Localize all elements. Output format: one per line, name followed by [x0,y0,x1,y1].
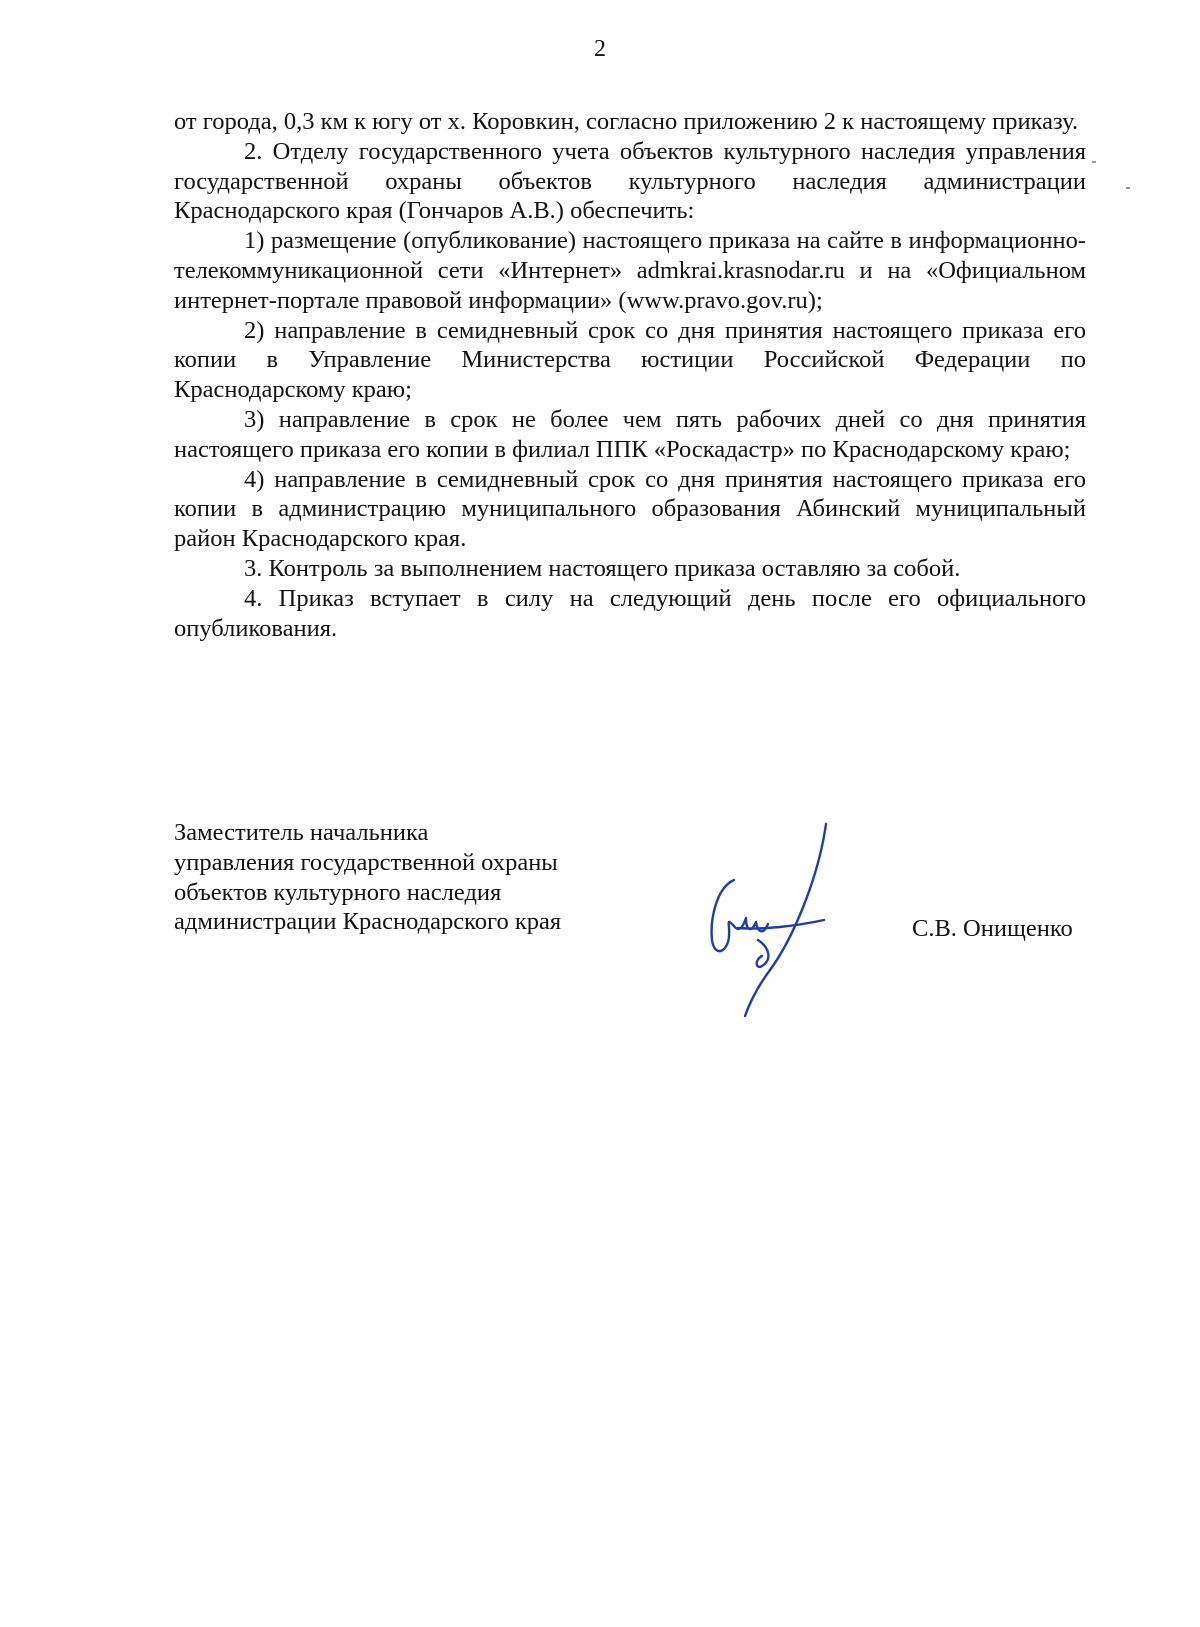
paragraph-item-3: 3. Контроль за выполнением настоящего приказа оставляю за собой. [244,554,961,582]
signatory-position-line: администрации Краснодарского края [174,908,562,936]
paragraph-subitem-3: 3) направление в срок не более чем пять рабочих дней со дня принятия настоящего приказа его копии в филиал ППК «Роскадастр» по Краснодарскому краю; [174,405,1086,463]
document-body [174,107,1086,643]
paragraph-subitem-1: 1) размещение (опубликование) настоящего приказа на сайте в информационно-телекоммуникационной сети «Интернет» admkrai.krasnodar.ru и на «Официальном интернет-портале правовой информации» (www.pravo.gov.ru); [174,227,1086,314]
signatory-position-line: управления государственной охраны [174,848,558,876]
signatory-position [174,818,634,937]
paragraph-continuation: от города, 0,3 км к югу от х. Коровкин, согласно приложению 2 к настоящему приказу. [174,108,1079,135]
paragraph-subitem-2: 2) направление в семидневный срок со дня принятия настоящего приказа его копии в Управление Министерства юстиции Российской Федерации по Краснодарскому краю; [174,316,1086,404]
paragraph-item-4: 4. Приказ вступает в силу на следующий день после его официального опубликования. [174,584,1086,642]
scan-speck [1092,161,1096,163]
scan-speck [1126,187,1130,189]
page-number: 2 [594,36,606,62]
signatory-name: С.В. Онищенко [912,915,1073,942]
paragraph-item-2: 2. Отделу государственного учета объектов культурного наследия управления государственной охраны объектов культурного наследия администрации Краснодарского края (Гончаров А.В.) обеспечить: [174,137,1086,225]
signatory-position-line: объектов культурного наследия [174,878,502,906]
handwritten-signature [700,820,840,1020]
signatory-position-line: Заместитель начальника [174,819,429,846]
paragraph-subitem-4: 4) направление в семидневный срок со дня принятия настоящего приказа его копии в администрацию муниципального образования Абинский муниципальный район Краснодарского края. [174,465,1086,553]
